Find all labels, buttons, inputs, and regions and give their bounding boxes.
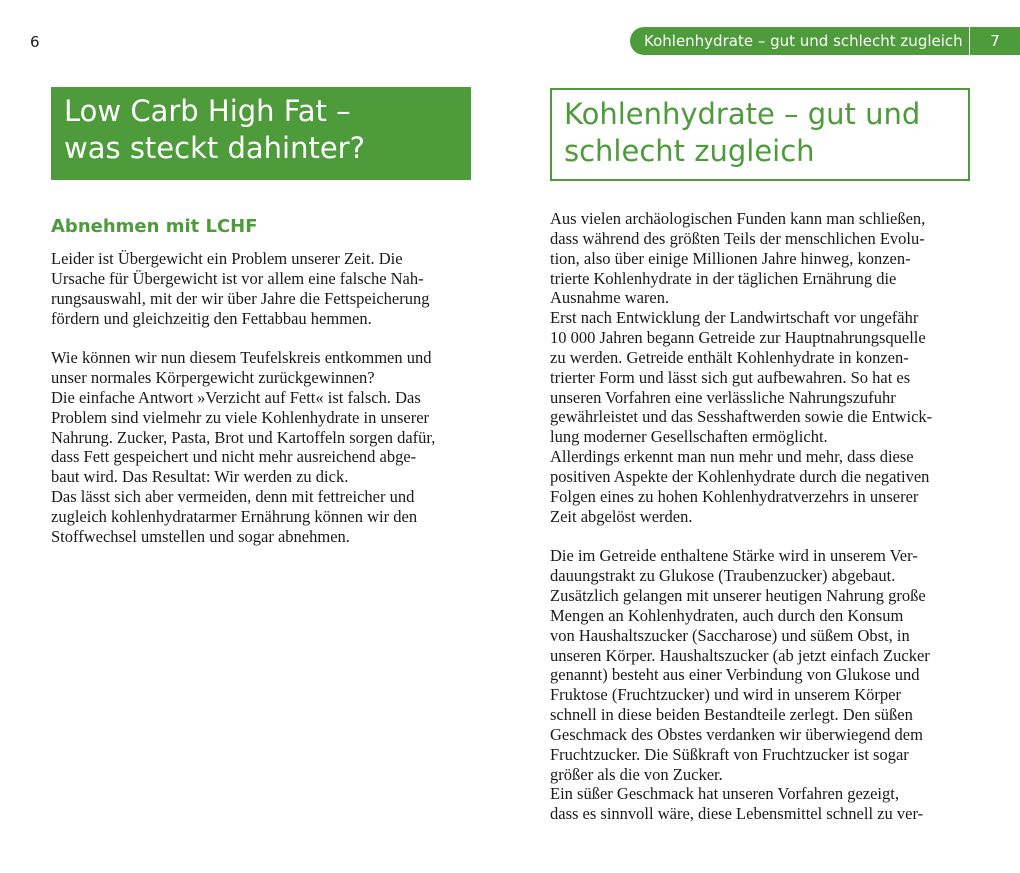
text-line: tion, also über einige Millionen Jahre hinweg, konzen- — [550, 248, 911, 268]
text-line: lung moderner Gesellschaften ermöglicht. — [550, 427, 828, 447]
text-line: trierte Kohlenhydrate in der täglichen Ernährung die — [550, 268, 897, 288]
text-line: Fruktose (Fruchtzucker) und wird in unserem Körper — [550, 685, 901, 705]
text-line: trierter Form und lässt sich gut aufbewahren. So hat es — [550, 367, 911, 387]
page-number-left: 6 — [30, 33, 40, 51]
chapter-title-line: was steckt dahinter? — [64, 131, 365, 165]
text-line: größer als die von Zucker. — [550, 764, 723, 784]
paragraph-gap — [51, 328, 476, 348]
text-line: unseren Körper. Haushaltszucker (ab jetzt einfach Zucker — [550, 645, 930, 665]
text-line: Geschmack des Obstes verdanken wir überwiegend dem — [550, 724, 923, 744]
text-line: fördern und gleichzeitig den Fettabbau hemmen. — [51, 308, 372, 328]
text-line: Fruchtzucker. Die Süßkraft von Fruchtzucker ist sogar — [550, 744, 909, 764]
chapter-title-line: schlecht zugleich — [564, 134, 815, 168]
text-line: Stoffwechsel umstellen und sogar abnehmen. — [51, 526, 350, 546]
paragraph — [51, 348, 476, 546]
left-body-text — [51, 249, 476, 547]
text-line: zugleich kohlenhydratarmer Ernährung können wir den — [51, 506, 418, 526]
text-line: Nahrung. Zucker, Pasta, Brot und Kartoffeln sorgen dafür, — [51, 427, 436, 447]
text-line: dauungstrakt zu Glukose (Traubenzucker) abgebaut. — [550, 566, 896, 586]
text-line: Zusätzlich gelangen mit unserer heutigen Nahrung große — [550, 586, 926, 606]
chapter-title-line: Low Carb High Fat – — [64, 94, 351, 128]
text-line: positiven Aspekte der Kohlenhydrate durch die negativen — [550, 466, 930, 486]
text-line: unser normales Körpergewicht zurückgewinnen? — [51, 368, 375, 388]
text-line: zu werden. Getreide enthält Kohlenhydrate in konzen- — [550, 347, 909, 367]
text-line: Folgen eines zu hohen Kohlenhydratverzehrs in unserer — [550, 486, 919, 506]
text-line: dass Fett gespeichert und nicht mehr ausreichend abge- — [51, 447, 417, 467]
text-line: Ursache für Übergewicht ist vor allem eine falsche Nah- — [51, 268, 424, 288]
paragraph — [550, 209, 975, 527]
chapter-title-line: Kohlenhydrate – gut und — [564, 97, 921, 131]
text-line: Ausnahme waren. — [550, 288, 670, 308]
text-line: Die einfache Antwort »Verzicht auf Fett« ist falsch. Das — [51, 387, 421, 407]
text-line: Das lässt sich aber vermeiden, denn mit fettreicher und — [51, 487, 415, 507]
chapter-title-box-left — [51, 87, 471, 180]
text-line: dass es sinnvoll wäre, diese Lebensmittel schnell zu ver- — [550, 804, 924, 824]
text-line: Die im Getreide enthaltene Stärke wird in unserem Ver- — [550, 546, 918, 566]
text-line: Erst nach Entwicklung der Landwirtschaft vor ungefähr — [550, 308, 919, 328]
paragraph — [51, 249, 476, 328]
text-line: Wie können wir nun diesem Teufelskreis entkommen und — [51, 348, 432, 368]
text-line: dass während des größten Teils der menschlichen Evolu- — [550, 228, 925, 248]
text-line: 10 000 Jahren begann Getreide zur Hauptnahrungsquelle — [550, 328, 926, 348]
text-line: von Haushaltszucker (Saccharose) und süßem Obst, in — [550, 625, 910, 645]
page-number-right: 7 — [990, 32, 1000, 50]
text-line: gewährleistet und das Sesshaftwerden sowie die Entwick- — [550, 407, 933, 427]
text-line: Problem sind vielmehr zu viele Kohlenhydrate in unserer — [51, 407, 430, 427]
text-line: Mengen an Kohlenhydraten, auch durch den Konsum — [550, 605, 904, 625]
running-header-title: Kohlenhydrate – gut und schlecht zugleich — [644, 32, 963, 50]
text-line: Leider ist Übergewicht ein Problem unserer Zeit. Die — [51, 249, 403, 268]
text-line: genannt) besteht aus einer Verbindung von Glukose und — [550, 665, 920, 685]
running-header — [630, 27, 1020, 55]
right-body-text — [550, 209, 975, 824]
text-line: Ein süßer Geschmack hat unseren Vorfahren gezeigt, — [550, 784, 899, 804]
text-line: rungsauswahl, mit der wir über Jahre die Fettspeicherung — [51, 288, 430, 308]
text-line: schnell in diese beiden Bestandteile zerlegt. Den süßen — [550, 705, 913, 725]
text-line: baut wird. Das Resultat: Wir werden zu dick. — [51, 467, 349, 487]
text-line: Zeit abgelöst werden. — [550, 506, 693, 526]
text-line: Allerdings erkennt man nun mehr und mehr, dass diese — [550, 447, 914, 467]
paragraph — [550, 546, 975, 824]
text-line: unseren Vorfahren eine verlässliche Nahrungszufuhr — [550, 387, 896, 407]
section-subheading: Abnehmen mit LCHF — [51, 216, 258, 237]
chapter-title-box-right — [550, 88, 970, 181]
paragraph-gap — [550, 527, 975, 547]
text-line: Aus vielen archäologischen Funden kann man schließen, — [550, 209, 926, 228]
